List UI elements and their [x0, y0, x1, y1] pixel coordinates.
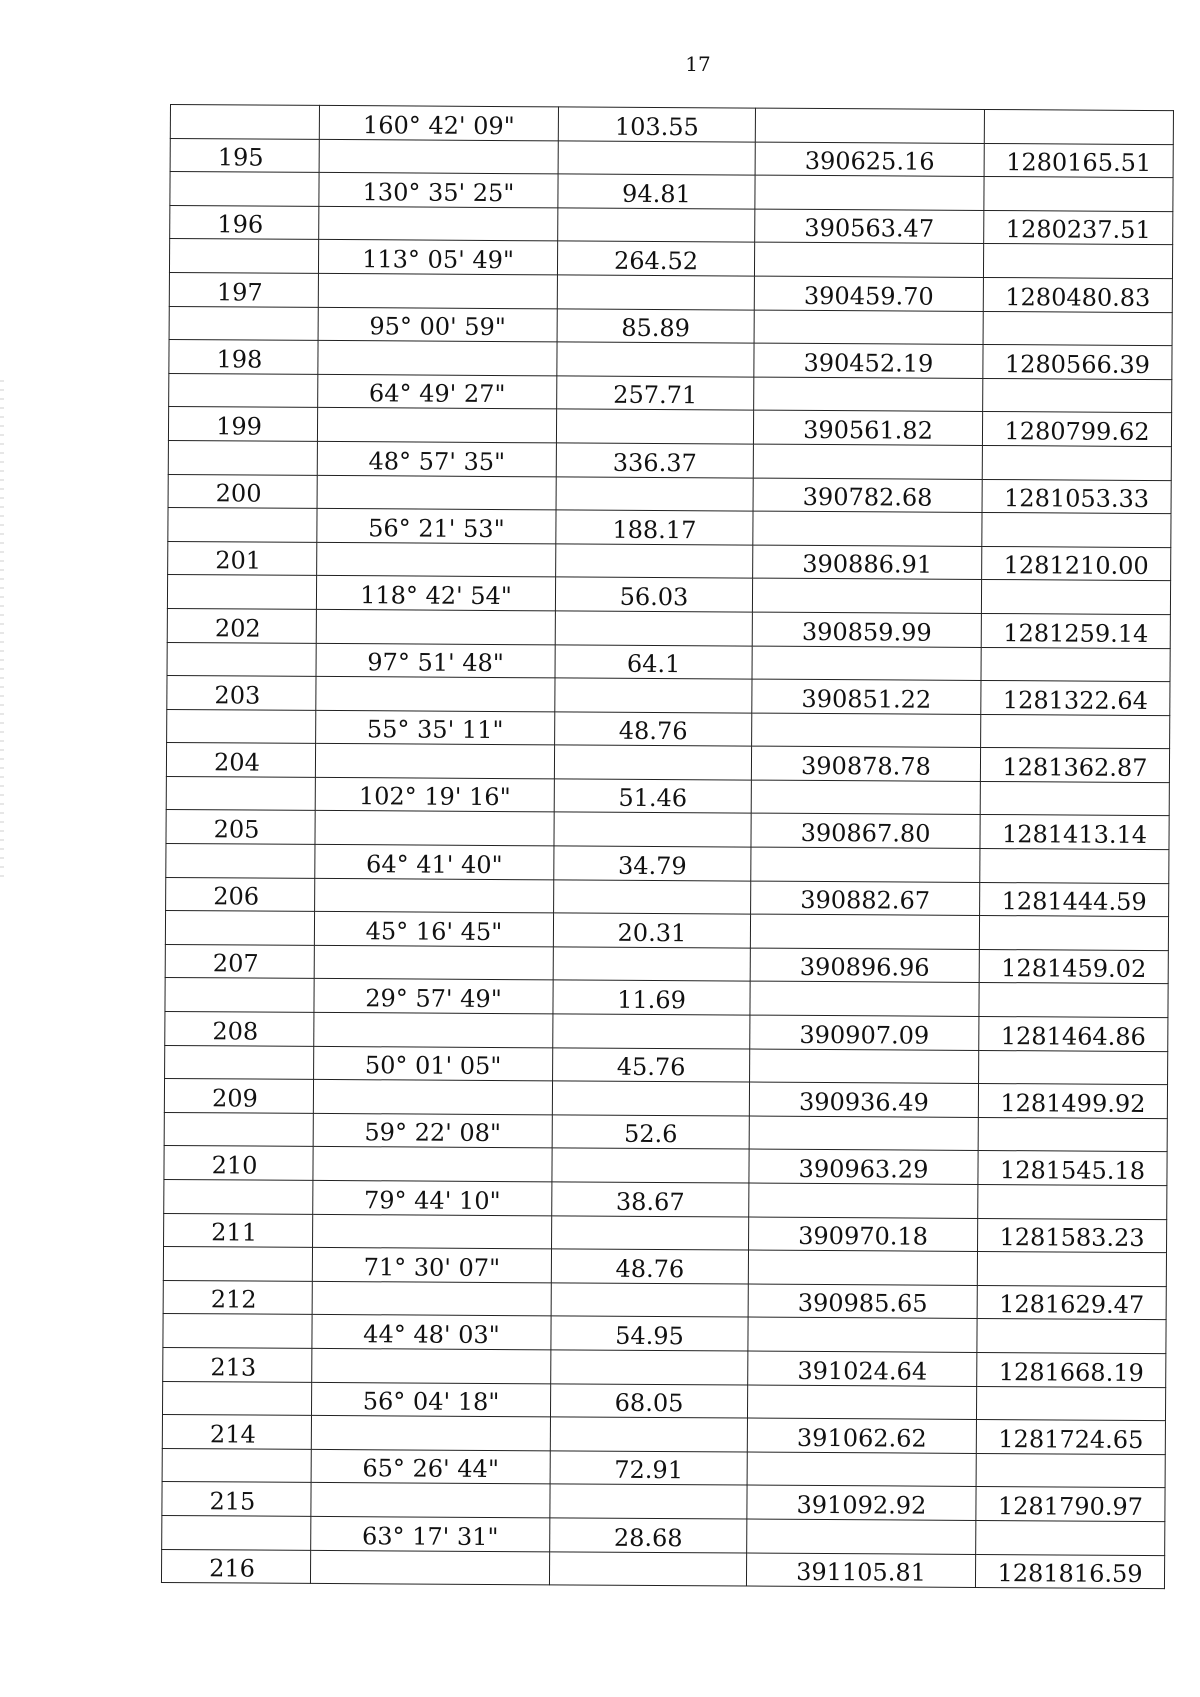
- distance-cell: [555, 678, 752, 713]
- x-coordinate-cell: 390970.18: [749, 1217, 978, 1252]
- y-coordinate-cell: [982, 445, 1171, 480]
- distance-cell: [553, 1014, 750, 1049]
- y-coordinate-cell: [984, 109, 1173, 144]
- bearing-cell: [318, 273, 557, 308]
- bearing-cell: 160° 42' 09": [319, 105, 558, 140]
- distance-cell: 72.91: [550, 1451, 747, 1486]
- distance-cell: [551, 1350, 748, 1385]
- point-cell: 211: [164, 1213, 313, 1248]
- y-coordinate-cell: 1281668.19: [977, 1352, 1166, 1387]
- distance-cell: 48.76: [555, 712, 752, 747]
- y-coordinate-cell: [976, 1386, 1165, 1421]
- distance-cell: [556, 476, 753, 511]
- point-cell: [170, 105, 319, 140]
- bearing-cell: [316, 609, 555, 644]
- point-cell: 205: [166, 810, 315, 845]
- x-coordinate-cell: [752, 713, 981, 748]
- bearing-cell: 113° 05' 49": [318, 240, 557, 275]
- distance-cell: 48.76: [551, 1249, 748, 1284]
- bearing-cell: 64° 49' 27": [318, 374, 557, 409]
- point-cell: [165, 1045, 314, 1080]
- distance-cell: [550, 1417, 747, 1452]
- distance-cell: 51.46: [554, 779, 751, 814]
- x-coordinate-cell: [747, 1385, 976, 1420]
- bearing-cell: 71° 30' 07": [312, 1248, 551, 1283]
- point-cell: 198: [169, 340, 318, 375]
- x-coordinate-cell: [747, 1519, 976, 1554]
- distance-cell: 257.71: [557, 376, 754, 411]
- point-cell: [164, 1179, 313, 1214]
- point-cell: [166, 844, 315, 879]
- distance-cell: [552, 1148, 749, 1183]
- bearing-cell: [317, 475, 556, 510]
- point-cell: 212: [163, 1280, 312, 1315]
- bearing-cell: [319, 139, 558, 174]
- y-coordinate-cell: 1281499.92: [978, 1084, 1167, 1119]
- y-coordinate-cell: 1281444.59: [980, 882, 1169, 917]
- distance-cell: [557, 275, 754, 310]
- x-coordinate-cell: 390896.96: [750, 948, 979, 983]
- distance-cell: [558, 140, 755, 175]
- bearing-cell: [313, 1214, 552, 1249]
- x-coordinate-cell: 390625.16: [755, 142, 984, 177]
- x-coordinate-cell: 390936.49: [749, 1082, 978, 1117]
- y-coordinate-cell: 1281362.87: [980, 748, 1169, 783]
- x-coordinate-cell: [753, 511, 982, 546]
- y-coordinate-cell: [977, 1252, 1166, 1287]
- point-cell: 204: [166, 743, 315, 778]
- y-coordinate-cell: 1281629.47: [977, 1285, 1166, 1320]
- distance-cell: [556, 544, 753, 579]
- distance-cell: [552, 1081, 749, 1116]
- table-row: [161, 1549, 1164, 1589]
- bearing-cell: 63° 17' 31": [311, 1516, 550, 1551]
- x-coordinate-cell: 390859.99: [752, 612, 981, 647]
- bearing-cell: [316, 676, 555, 711]
- x-coordinate-cell: 390907.09: [750, 1015, 979, 1050]
- y-coordinate-cell: [978, 1117, 1167, 1152]
- point-cell: [168, 440, 317, 475]
- x-coordinate-cell: 390561.82: [753, 410, 982, 445]
- distance-cell: 28.68: [550, 1518, 747, 1553]
- distance-cell: 85.89: [557, 308, 754, 343]
- bearing-cell: [311, 1416, 550, 1451]
- distance-cell: 54.95: [551, 1316, 748, 1351]
- bearing-cell: 97° 51' 48": [316, 643, 555, 678]
- point-cell: [162, 1448, 311, 1483]
- point-cell: [169, 306, 318, 341]
- point-cell: 209: [164, 1079, 313, 1114]
- x-coordinate-cell: [755, 108, 984, 143]
- y-coordinate-cell: 1280566.39: [983, 345, 1172, 380]
- page-number: 17: [685, 52, 711, 76]
- bearing-cell: 50° 01' 05": [314, 1046, 553, 1081]
- point-cell: 195: [170, 138, 319, 173]
- point-cell: 202: [167, 608, 316, 643]
- y-coordinate-cell: [983, 244, 1172, 279]
- y-coordinate-cell: [977, 1319, 1166, 1354]
- point-cell: 216: [161, 1549, 310, 1584]
- y-coordinate-cell: 1281459.02: [979, 949, 1168, 984]
- table-body: [161, 105, 1173, 1589]
- bearing-cell: [312, 1348, 551, 1383]
- y-coordinate-cell: [976, 1453, 1165, 1488]
- point-cell: 199: [168, 407, 317, 442]
- point-cell: 203: [167, 676, 316, 711]
- point-cell: [163, 1314, 312, 1349]
- x-coordinate-cell: 390851.22: [752, 679, 981, 714]
- bearing-cell: 45° 16' 45": [314, 912, 553, 947]
- x-coordinate-cell: 390882.67: [751, 881, 980, 916]
- y-coordinate-cell: [984, 177, 1173, 212]
- distance-cell: [554, 880, 751, 915]
- bearing-cell: 56° 04' 18": [311, 1382, 550, 1417]
- y-coordinate-cell: [980, 849, 1169, 884]
- y-coordinate-cell: [981, 647, 1170, 682]
- y-coordinate-cell: [982, 513, 1171, 548]
- distance-cell: [557, 342, 754, 377]
- x-coordinate-cell: [750, 914, 979, 949]
- y-coordinate-cell: 1281583.23: [978, 1218, 1167, 1253]
- x-coordinate-cell: 390963.29: [749, 1149, 978, 1184]
- y-coordinate-cell: 1281259.14: [981, 613, 1170, 648]
- point-cell: 206: [166, 877, 315, 912]
- x-coordinate-cell: [752, 578, 981, 613]
- point-cell: 208: [165, 1012, 314, 1047]
- bearing-cell: [312, 1281, 551, 1316]
- bearing-cell: [311, 1483, 550, 1518]
- distance-cell: [550, 1484, 747, 1519]
- scan-edge-artifact: [0, 380, 4, 880]
- distance-cell: [556, 409, 753, 444]
- x-coordinate-cell: [753, 444, 982, 479]
- x-coordinate-cell: [747, 1452, 976, 1487]
- x-coordinate-cell: 390985.65: [748, 1284, 977, 1319]
- point-cell: [169, 373, 318, 408]
- distance-cell: 56.03: [555, 577, 752, 612]
- point-cell: 215: [162, 1482, 311, 1517]
- bearing-cell: [313, 1080, 552, 1115]
- bearing-cell: 95° 00' 59": [318, 307, 557, 342]
- distance-cell: [553, 947, 750, 982]
- y-coordinate-cell: [979, 1050, 1168, 1085]
- x-coordinate-cell: 390459.70: [754, 276, 983, 311]
- distance-cell: [558, 208, 755, 243]
- point-cell: [165, 911, 314, 946]
- x-coordinate-cell: [751, 780, 980, 815]
- point-cell: [162, 1381, 311, 1416]
- y-coordinate-cell: 1281210.00: [982, 546, 1171, 581]
- distance-cell: [554, 745, 751, 780]
- point-cell: 213: [163, 1347, 312, 1382]
- distance-cell: [549, 1551, 746, 1586]
- distance-cell: 34.79: [554, 846, 751, 881]
- distance-cell: [554, 812, 751, 847]
- x-coordinate-cell: 390452.19: [754, 343, 983, 378]
- distance-cell: 103.55: [558, 107, 755, 142]
- y-coordinate-cell: [979, 916, 1168, 951]
- x-coordinate-cell: [755, 175, 984, 210]
- bearing-cell: [315, 744, 554, 779]
- point-cell: [167, 575, 316, 610]
- x-coordinate-cell: [748, 1317, 977, 1352]
- y-coordinate-cell: 1281322.64: [981, 681, 1170, 716]
- bearing-cell: [318, 341, 557, 376]
- point-cell: 207: [165, 944, 314, 979]
- bearing-cell: 48° 57' 35": [317, 441, 556, 476]
- bearing-cell: 65° 26' 44": [311, 1449, 550, 1484]
- survey-coordinates-table: [161, 104, 1174, 1589]
- x-coordinate-cell: [754, 242, 983, 277]
- bearing-cell: 44° 48' 03": [312, 1315, 551, 1350]
- distance-cell: 264.52: [557, 241, 754, 276]
- point-cell: [167, 709, 316, 744]
- y-coordinate-cell: 1281724.65: [976, 1420, 1165, 1455]
- point-cell: 196: [170, 205, 319, 240]
- x-coordinate-cell: [750, 1049, 979, 1084]
- distance-cell: 38.67: [552, 1182, 749, 1217]
- y-coordinate-cell: [981, 714, 1170, 749]
- distance-cell: 188.17: [556, 510, 753, 545]
- point-cell: [169, 239, 318, 274]
- point-cell: 197: [169, 272, 318, 307]
- y-coordinate-cell: 1281413.14: [980, 815, 1169, 850]
- y-coordinate-cell: [979, 983, 1168, 1018]
- bearing-cell: 59° 22' 08": [313, 1113, 552, 1148]
- bearing-cell: [314, 1012, 553, 1047]
- bearing-cell: 130° 35' 25": [319, 173, 558, 208]
- point-cell: 214: [162, 1415, 311, 1450]
- bearing-cell: 102° 19' 16": [315, 777, 554, 812]
- bearing-cell: [315, 878, 554, 913]
- point-cell: [162, 1515, 311, 1550]
- distance-cell: [552, 1215, 749, 1250]
- bearing-cell: 118° 42' 54": [316, 576, 555, 611]
- point-cell: [167, 642, 316, 677]
- x-coordinate-cell: [750, 981, 979, 1016]
- x-coordinate-cell: [754, 377, 983, 412]
- point-cell: [165, 978, 314, 1013]
- bearing-cell: [317, 542, 556, 577]
- point-cell: 201: [168, 541, 317, 576]
- x-coordinate-cell: 391062.62: [747, 1418, 976, 1453]
- bearing-cell: 56° 21' 53": [317, 509, 556, 544]
- y-coordinate-cell: [983, 378, 1172, 413]
- x-coordinate-cell: [748, 1250, 977, 1285]
- y-coordinate-cell: [978, 1184, 1167, 1219]
- y-coordinate-cell: 1280237.51: [984, 210, 1173, 245]
- y-coordinate-cell: [976, 1520, 1165, 1555]
- point-cell: [164, 1112, 313, 1147]
- y-coordinate-cell: 1280799.62: [982, 412, 1171, 447]
- y-coordinate-cell: 1281816.59: [975, 1554, 1164, 1589]
- point-cell: [170, 172, 319, 207]
- bearing-cell: 55° 35' 11": [316, 710, 555, 745]
- x-coordinate-cell: 390886.91: [753, 545, 982, 580]
- point-cell: [168, 508, 317, 543]
- x-coordinate-cell: 391092.92: [747, 1485, 976, 1520]
- distance-cell: 94.81: [558, 174, 755, 209]
- y-coordinate-cell: [983, 311, 1172, 346]
- y-coordinate-cell: 1281790.97: [976, 1487, 1165, 1522]
- x-coordinate-cell: [751, 847, 980, 882]
- bearing-cell: [315, 811, 554, 846]
- bearing-cell: [317, 408, 556, 443]
- bearing-cell: [310, 1550, 549, 1585]
- distance-cell: 20.31: [553, 913, 750, 948]
- point-cell: [166, 776, 315, 811]
- y-coordinate-cell: 1281464.86: [979, 1016, 1168, 1051]
- distance-cell: [551, 1283, 748, 1318]
- distance-cell: 45.76: [553, 1047, 750, 1082]
- distance-cell: 52.6: [552, 1115, 749, 1150]
- distance-cell: 64.1: [555, 644, 752, 679]
- distance-cell: 11.69: [553, 980, 750, 1015]
- y-coordinate-cell: 1281545.18: [978, 1151, 1167, 1186]
- y-coordinate-cell: [980, 781, 1169, 816]
- bearing-cell: 29° 57' 49": [314, 979, 553, 1014]
- x-coordinate-cell: [752, 646, 981, 681]
- x-coordinate-cell: [749, 1183, 978, 1218]
- bearing-cell: [319, 206, 558, 241]
- distance-cell: 336.37: [556, 443, 753, 478]
- point-cell: 200: [168, 474, 317, 509]
- bearing-cell: [314, 945, 553, 980]
- x-coordinate-cell: [754, 310, 983, 345]
- x-coordinate-cell: 391105.81: [746, 1553, 975, 1588]
- x-coordinate-cell: 390878.78: [751, 746, 980, 781]
- y-coordinate-cell: 1280480.83: [983, 277, 1172, 312]
- x-coordinate-cell: 390867.80: [751, 814, 980, 849]
- point-cell: [163, 1247, 312, 1282]
- y-coordinate-cell: [981, 580, 1170, 615]
- bearing-cell: 79° 44' 10": [313, 1180, 552, 1215]
- x-coordinate-cell: [749, 1116, 978, 1151]
- distance-cell: 68.05: [550, 1383, 747, 1418]
- x-coordinate-cell: 390782.68: [753, 478, 982, 513]
- bearing-cell: 64° 41' 40": [315, 844, 554, 879]
- y-coordinate-cell: 1280165.51: [984, 143, 1173, 178]
- x-coordinate-cell: 390563.47: [755, 209, 984, 244]
- y-coordinate-cell: 1281053.33: [982, 479, 1171, 514]
- x-coordinate-cell: 391024.64: [748, 1351, 977, 1386]
- distance-cell: [555, 611, 752, 646]
- bearing-cell: [313, 1147, 552, 1182]
- point-cell: 210: [164, 1146, 313, 1181]
